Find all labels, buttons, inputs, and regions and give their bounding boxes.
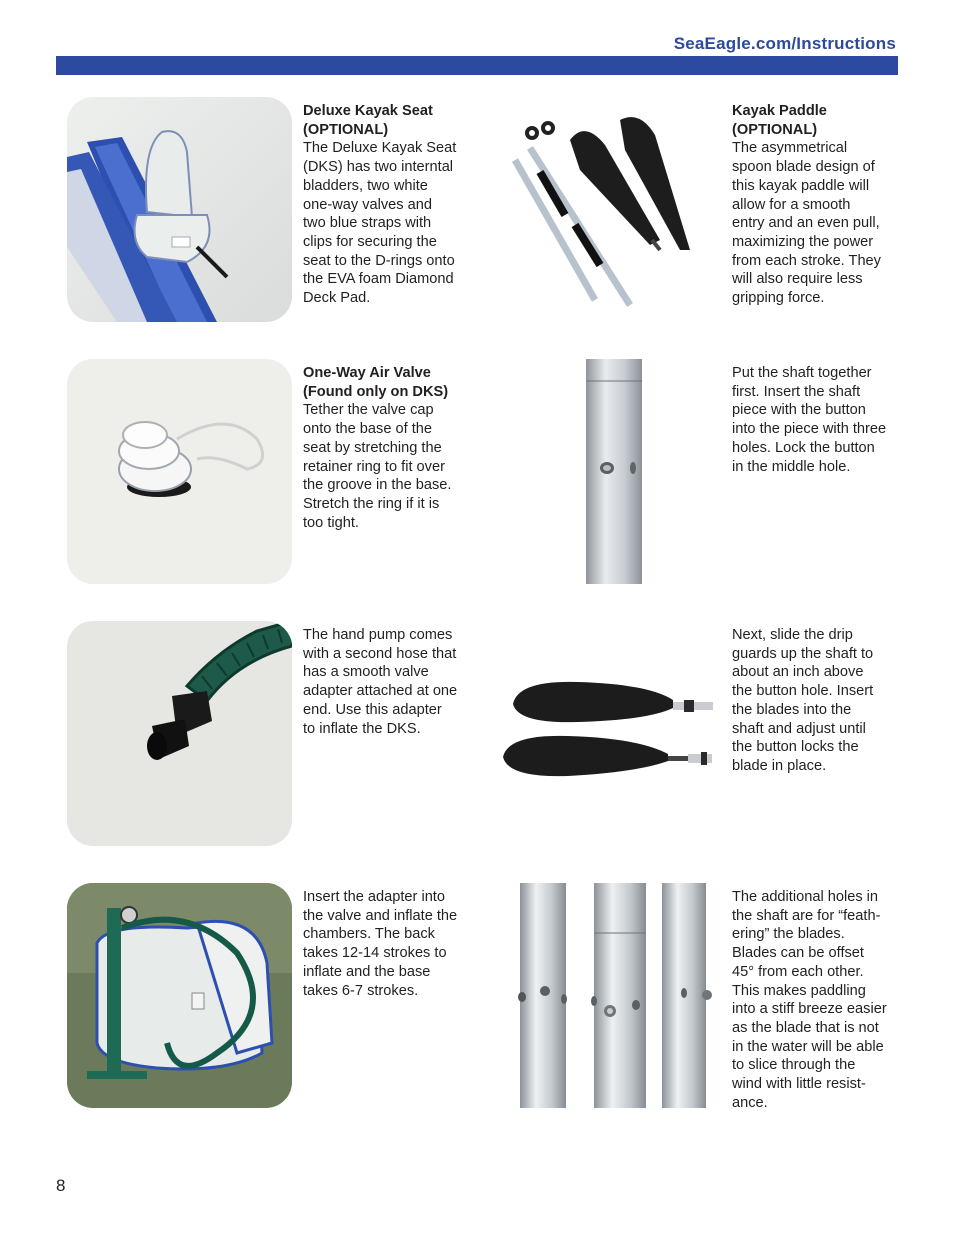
kayak-seat-body: The Deluxe Kayak Seat (DKS) has two interntal bladders, two white one-way valves and two blue straps with clips for securing the seat to the D-rings onto the EVA foam Diamond Deck Pad. [303, 140, 457, 307]
kayak-seat-text [303, 102, 483, 308]
pump-hose-photo [67, 621, 292, 846]
kayak-paddle-photo [500, 100, 725, 315]
pump-inflate-photo [67, 883, 292, 1108]
drip-guards-body: Next, slide the drip guards up the shaft to about an inch above the button hole. Insert the blades into the shaft and adjust until the button locks the blade in place. [732, 627, 874, 774]
drip-guards-text [732, 626, 907, 776]
feathering-text [732, 888, 907, 1112]
feathering-shafts-photo [518, 883, 716, 1108]
shaft-button-photo [586, 359, 642, 584]
feathering-body: The additional holes in the shaft are for “feath- ering” the blades. Blades can be offset 45° from each other. This makes paddling into a stiff breeze easier as the blade that is not in the water will be able to slice through the wind with little resist- ance. [732, 889, 887, 1111]
kayak-paddle-title-1: Kayak Paddle [732, 103, 827, 119]
hand-pump-body: The hand pump comes with a second hose that has a smooth valve adapter attached at one end. Use this adapter to inflate the DKS. [303, 627, 458, 737]
air-valve-text [303, 364, 483, 532]
air-valve-body: Tether the valve cap onto the base of the seat by stretching the retainer ring to fit over the groove in the base. Stretch the ring if it is too tight. [303, 402, 452, 531]
hand-pump-text [303, 626, 483, 738]
kayak-paddle-text [732, 102, 907, 308]
page-number: 8 [56, 1176, 66, 1195]
kayak-seat-title-1: Deluxe Kayak Seat [303, 103, 433, 119]
shaft-together-body: Put the shaft together first. Insert the shaft piece with the button into the piece with three holes. Lock the button in the middle hole. [732, 365, 887, 475]
kayak-paddle-title-2: (OPTIONAL) [732, 121, 818, 138]
air-valve-photo [67, 359, 292, 584]
shaft-together-text [732, 364, 907, 476]
blades-insert-photo [498, 672, 723, 784]
air-valve-title-1: One-Way Air Valve [303, 365, 431, 381]
insert-adapter-body: Insert the adapter into the valve and inflate the chambers. The back takes 12-14 strokes to inflate and the base takes 6-7 strokes. [303, 889, 458, 999]
air-valve-title-2: (Found only on DKS) [303, 383, 449, 400]
insert-adapter-text [303, 888, 483, 1000]
header-url[interactable]: SeaEagle.com/Instructions [673, 34, 896, 53]
kayak-paddle-body: The asymmetrical spoon blade design of this kayak paddle will allow for a smooth entry and an even pull, maximizing the power from each stroke. They will also require less gripping force. [732, 140, 881, 307]
kayak-seat-photo [67, 97, 292, 322]
header-bar [56, 56, 898, 75]
kayak-seat-title-2: (OPTIONAL) [303, 121, 389, 138]
